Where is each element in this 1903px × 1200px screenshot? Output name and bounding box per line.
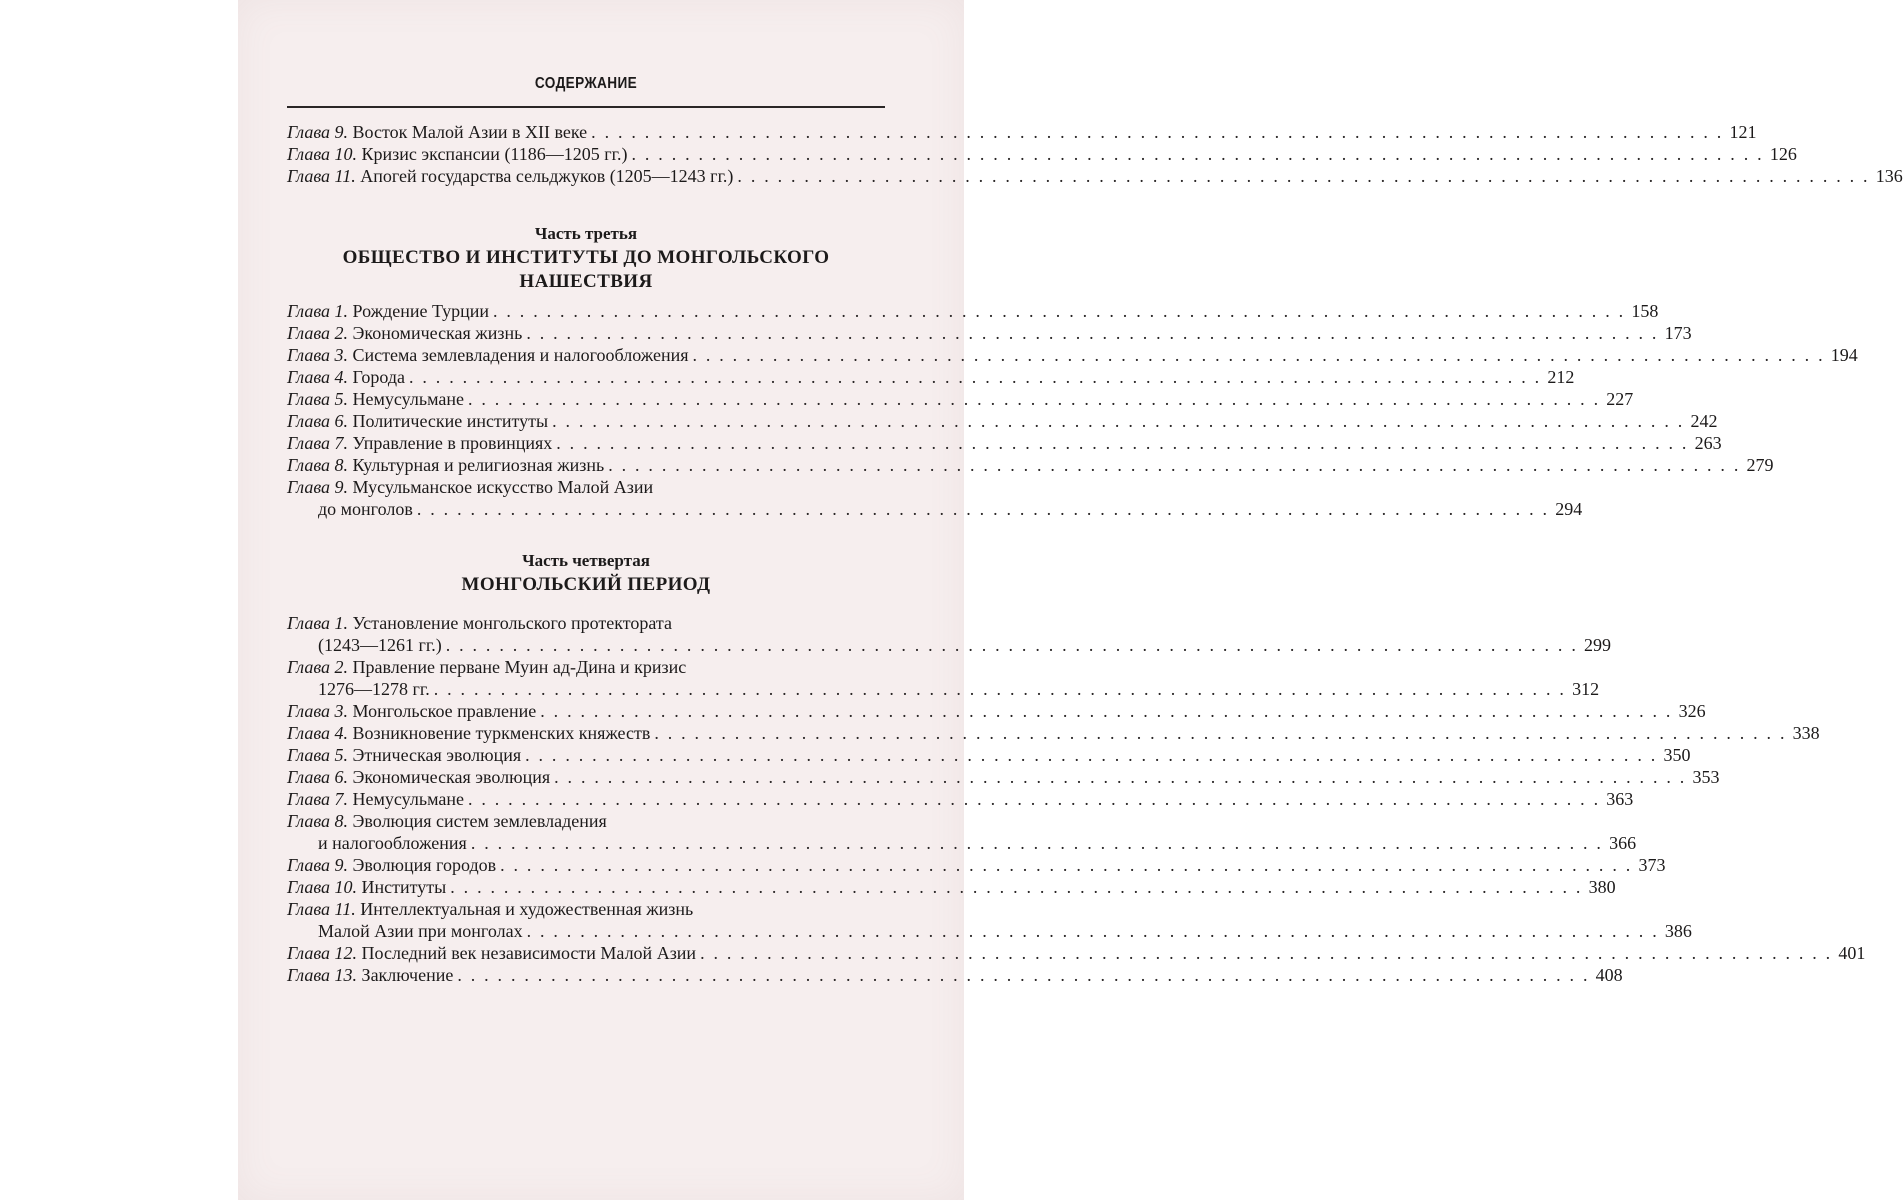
toc-entry [287,366,1575,388]
toc-line [287,722,1820,744]
dot-leader: . . . . . . . . . . . . . . . . . . . . . . . . . . . . . . . . . . . . . . . . . . . . . . . . . . . . . . . . . . . . . . . . . . . . . . . . . . . . . . . . . . . . . [525,745,1658,765]
chapter-title-continuation: и налогообложения [318,833,467,853]
chapter-label: Глава 9. [287,855,349,875]
chapter-title: Интеллектуальная и художественная жизнь [360,899,694,919]
chapter-label: Глава 2. [287,323,349,343]
toc-line [287,344,1858,366]
toc-entry [287,165,1903,187]
chapter-title: Культурная и религиозная жизнь [352,455,605,475]
toc-entry [287,700,1706,722]
chapter-label: Глава 5. [287,745,349,765]
toc-line [287,898,885,920]
toc-line [287,964,1623,986]
toc-line [287,700,1706,722]
chapter-label: Глава 9. [287,122,349,142]
toc-line-continuation [287,634,1612,656]
part-three-label: Часть третья [534,224,638,243]
dot-leader: . . . . . . . . . . . . . . . . . . . . . . . . . . . . . . . . . . . . . . . . . . . . . . . . . . . . . . . . . . . . . . . . . . . . . . . . . . . . . . . . . . . . . [409,367,1542,387]
chapter-label: Глава 8. [287,455,349,475]
dot-leader: . . . . . . . . . . . . . . . . . . . . . . . . . . . . . . . . . . . . . . . . . . . . . . . . . . . . . . . . . . . . . . . . . . . . . . . . . . . . . . . . . . . . . [700,943,1833,963]
chapter-title: Экономическая эволюция [352,767,551,787]
toc-entry [287,898,1692,942]
chapter-label: Глава 2. [287,657,349,677]
part-three-heading [287,222,885,294]
toc-entry [287,143,1797,165]
part-four-heading [287,549,885,597]
toc-entry [287,744,1691,766]
page-number: 263 [1694,433,1722,453]
page-number: 350 [1663,745,1691,765]
toc-line [287,165,1903,187]
chapter-title: Установление монгольского протектората [352,613,672,633]
dot-leader: . . . . . . . . . . . . . . . . . . . . . . . . . . . . . . . . . . . . . . . . . . . . . . . . . . . . . . . . . . . . . . . . . . . . . . . . . . . . . . . . . . . . . [416,499,1550,519]
chapter-label: Глава 1. [287,613,349,633]
page-number: 312 [1572,679,1600,699]
page-number: 194 [1830,345,1858,365]
toc-entry [287,810,1637,854]
dot-leader: . . . . . . . . . . . . . . . . . . . . . . . . . . . . . . . . . . . . . . . . . . . . . . . . . . . . . . . . . . . . . . . . . . . . . . . . . . . . . . . . . . . . . [654,723,1787,743]
page-number: 126 [1769,144,1797,164]
chapter-label: Глава 1. [287,301,349,321]
page-number: 366 [1609,833,1637,853]
toc-line [287,476,885,498]
page-number: 299 [1584,635,1612,655]
dot-leader: . . . . . . . . . . . . . . . . . . . . . . . . . . . . . . . . . . . . . . . . . . . . . . . . . . . . . . . . . . . . . . . . . . . . . . . . . . . . . . . . . . . . . [631,144,1764,164]
dot-leader: . . . . . . . . . . . . . . . . . . . . . . . . . . . . . . . . . . . . . . . . . . . . . . . . . . . . . . . . . . . . . . . . . . . . . . . . . . . . . . . . . . . . . [692,345,1825,365]
chapter-title: Правление перване Муин ад-Дина и кризис [352,657,687,677]
chapter-title-continuation: Малой Азии при монголах [318,921,523,941]
toc-line [287,410,1718,432]
page-number: 158 [1631,301,1659,321]
dot-leader: . . . . . . . . . . . . . . . . . . . . . . . . . . . . . . . . . . . . . . . . . . . . . . . . . . . . . . . . . . . . . . . . . . . . . . . . . . . . . . . . . . . . . [445,635,1579,655]
page-number: 121 [1729,122,1757,142]
dot-leader: . . . . . . . . . . . . . . . . . . . . . . . . . . . . . . . . . . . . . . . . . . . . . . . . . . . . . . . . . . . . . . . . . . . . . . . . . . . . . . . . . . . . . [493,301,1626,321]
page-number: 212 [1547,367,1575,387]
toc-line-continuation [287,678,1600,700]
chapter-title: Возникновение туркменских княжеств [352,723,651,743]
toc-line [287,454,1774,476]
page-number: 401 [1838,943,1866,963]
chapter-title: Восток Малой Азии в XII веке [352,122,588,142]
toc-line [287,432,1722,454]
dot-leader: . . . . . . . . . . . . . . . . . . . . . . . . . . . . . . . . . . . . . . . . . . . . . . . . . . . . . . . . . . . . . . . . . . . . . . . . . . . . . . . . . . . . . [500,855,1633,875]
page-number: 338 [1792,723,1820,743]
dot-leader: . . . . . . . . . . . . . . . . . . . . . . . . . . . . . . . . . . . . . . . . . . . . . . . . . . . . . . . . . . . . . . . . . . . . . . . . . . . . . . . . . . . . . [556,433,1689,453]
toc-line [287,300,1659,322]
toc-entry [287,344,1858,366]
chapter-title: Система землевладения и налогообложения [352,345,689,365]
page-number: 326 [1678,701,1706,721]
chapter-title: Этническая эволюция [352,745,522,765]
toc-entry [287,432,1722,454]
chapter-label: Глава 8. [287,811,349,831]
chapter-label: Глава 11. [287,166,356,186]
dot-leader: . . . . . . . . . . . . . . . . . . . . . . . . . . . . . . . . . . . . . . . . . . . . . . . . . . . . . . . . . . . . . . . . . . . . . . . . . . . . . . . . . . . . . [554,767,1687,787]
part-four-entries [287,612,1866,986]
dot-leader: . . . . . . . . . . . . . . . . . . . . . . . . . . . . . . . . . . . . . . . . . . . . . . . . . . . . . . . . . . . . . . . . . . . . . . . . . . . . . . . . . . . . . [591,122,1724,142]
toc-entry [287,876,1616,898]
dot-leader: . . . . . . . . . . . . . . . . . . . . . . . . . . . . . . . . . . . . . . . . . . . . . . . . . . . . . . . . . . . . . . . . . . . . . . . . . . . . . . . . . . . . . [457,965,1590,985]
chapter-title: Рождение Турции [352,301,489,321]
chapter-title: Немусульмане [352,389,464,409]
toc-line [287,788,1634,810]
chapter-title: Управление в провинциях [352,433,553,453]
chapter-title-continuation: (1243—1261 гг.) [318,635,442,655]
dot-leader: . . . . . . . . . . . . . . . . . . . . . . . . . . . . . . . . . . . . . . . . . . . . . . . . . . . . . . . . . . . . . . . . . . . . . . . . . . . . . . . . . . . . . [526,323,1659,343]
chapter-title: Кризис экспансии (1186—1205 гг.) [361,144,628,164]
chapter-label: Глава 3. [287,345,349,365]
dot-leader: . . . . . . . . . . . . . . . . . . . . . . . . . . . . . . . . . . . . . . . . . . . . . . . . . . . . . . . . . . . . . . . . . . . . . . . . . . . . . . . . . . . . . [552,411,1685,431]
chapter-label: Глава 6. [287,411,349,431]
toc-entry [287,788,1634,810]
chapter-label: Глава 4. [287,723,349,743]
toc-entry [287,766,1720,788]
chapter-title: Монгольское правление [352,701,537,721]
toc-line [287,612,885,634]
toc-entry [287,322,1692,344]
chapter-label: Глава 4. [287,367,349,387]
chapter-title: Эволюция систем землевладения [352,811,607,831]
toc-line [287,810,885,832]
chapter-title: Последний век независимости Малой Азии [361,943,697,963]
part-four-label: Часть четвертая [522,551,650,570]
toc-top-entries [287,121,1903,187]
toc-line [287,744,1691,766]
running-head-title: СОДЕРЖАНИЕ [534,75,638,92]
toc-line [287,143,1797,165]
toc-entry [287,656,1600,700]
page-number: 279 [1746,455,1774,475]
page-number: 136 [1875,166,1903,186]
dot-leader: . . . . . . . . . . . . . . . . . . . . . . . . . . . . . . . . . . . . . . . . . . . . . . . . . . . . . . . . . . . . . . . . . . . . . . . . . . . . . . . . . . . . . [467,789,1601,809]
chapter-label: Глава 6. [287,767,349,787]
toc-entry [287,942,1866,964]
page-number: 242 [1690,411,1718,431]
chapter-title: Экономическая жизнь [352,323,523,343]
toc-line [287,656,885,678]
chapter-label: Глава 11. [287,899,356,919]
toc-entry [287,964,1623,986]
dot-leader: . . . . . . . . . . . . . . . . . . . . . . . . . . . . . . . . . . . . . . . . . . . . . . . . . . . . . . . . . . . . . . . . . . . . . . . . . . . . . . . . . . . . . [450,877,1583,897]
toc-line [287,366,1575,388]
toc-entry [287,476,1583,520]
dot-leader: . . . . . . . . . . . . . . . . . . . . . . . . . . . . . . . . . . . . . . . . . . . . . . . . . . . . . . . . . . . . . . . . . . . . . . . . . . . . . . . . . . . . . [608,455,1741,475]
toc-entry [287,612,1612,656]
dot-leader: . . . . . . . . . . . . . . . . . . . . . . . . . . . . . . . . . . . . . . . . . . . . . . . . . . . . . . . . . . . . . . . . . . . . . . . . . . . . . . . . . . . . . [737,166,1870,186]
chapter-title: Города [352,367,405,387]
toc-line [287,388,1634,410]
toc-entry [287,722,1820,744]
toc-line [287,322,1692,344]
toc-line [287,766,1720,788]
chapter-label: Глава 5. [287,389,349,409]
toc-entry [287,410,1718,432]
part-four-title: МОНГОЛЬСКИЙ ПЕРИОД [461,574,711,595]
toc-line [287,854,1666,876]
page-number: 408 [1595,965,1623,985]
chapter-title: Мусульманское искусство Малой Азии [352,477,654,497]
chapter-label: Глава 10. [287,877,358,897]
page-number: 173 [1664,323,1692,343]
chapter-label: Глава 3. [287,701,349,721]
dot-leader: . . . . . . . . . . . . . . . . . . . . . . . . . . . . . . . . . . . . . . . . . . . . . . . . . . . . . . . . . . . . . . . . . . . . . . . . . . . . . . . . . . . . . [526,921,1659,941]
toc-entry [287,854,1666,876]
chapter-label: Глава 12. [287,943,358,963]
header-rule [287,106,885,108]
chapter-label: Глава 9. [287,477,349,497]
page-number: 386 [1664,921,1692,941]
part-three-title-line1: ОБЩЕСТВО И ИНСТИТУТЫ ДО МОНГОЛЬСКОГО [342,247,830,268]
toc-entry [287,300,1659,322]
chapter-label: Глава 7. [287,433,349,453]
chapter-label: Глава 13. [287,965,358,985]
dot-leader: . . . . . . . . . . . . . . . . . . . . . . . . . . . . . . . . . . . . . . . . . . . . . . . . . . . . . . . . . . . . . . . . . . . . . . . . . . . . . . . . . . . . . [470,833,1604,853]
dot-leader: . . . . . . . . . . . . . . . . . . . . . . . . . . . . . . . . . . . . . . . . . . . . . . . . . . . . . . . . . . . . . . . . . . . . . . . . . . . . . . . . . . . . . [540,701,1673,721]
page-number: 294 [1555,499,1583,519]
chapter-label: Глава 7. [287,789,349,809]
chapter-title-continuation: 1276—1278 гг. [318,679,430,699]
part-three-entries [287,300,1858,520]
page-number: 363 [1606,789,1634,809]
chapter-title-continuation: до монголов [318,499,413,519]
page-number: 227 [1606,389,1634,409]
dot-leader: . . . . . . . . . . . . . . . . . . . . . . . . . . . . . . . . . . . . . . . . . . . . . . . . . . . . . . . . . . . . . . . . . . . . . . . . . . . . . . . . . . . . . [467,389,1601,409]
toc-entry [287,454,1774,476]
page-number: 353 [1692,767,1720,787]
chapter-title: Заключение [361,965,454,985]
page-number: 380 [1588,877,1616,897]
toc-line-continuation [287,920,1692,942]
toc-entry [287,388,1634,410]
chapter-title: Апогей государства сельджуков (1205—1243 гг.) [360,166,734,186]
chapter-title: Институты [361,877,447,897]
toc-line [287,876,1616,898]
toc-line-continuation [287,498,1583,520]
chapter-title: Немусульмане [352,789,464,809]
chapter-label: Глава 10. [287,144,358,164]
book-page [238,0,1903,1200]
dot-leader: . . . . . . . . . . . . . . . . . . . . . . . . . . . . . . . . . . . . . . . . . . . . . . . . . . . . . . . . . . . . . . . . . . . . . . . . . . . . . . . . . . . . . [433,679,1567,699]
toc-line [287,942,1866,964]
toc-line-continuation [287,832,1637,854]
toc-entry [287,121,1757,143]
toc-line [287,121,1757,143]
chapter-title: Эволюция городов [352,855,497,875]
page-number: 373 [1638,855,1666,875]
part-three-title-line2: НАШЕСТВИЯ [519,271,653,292]
chapter-title: Политические институты [352,411,549,431]
